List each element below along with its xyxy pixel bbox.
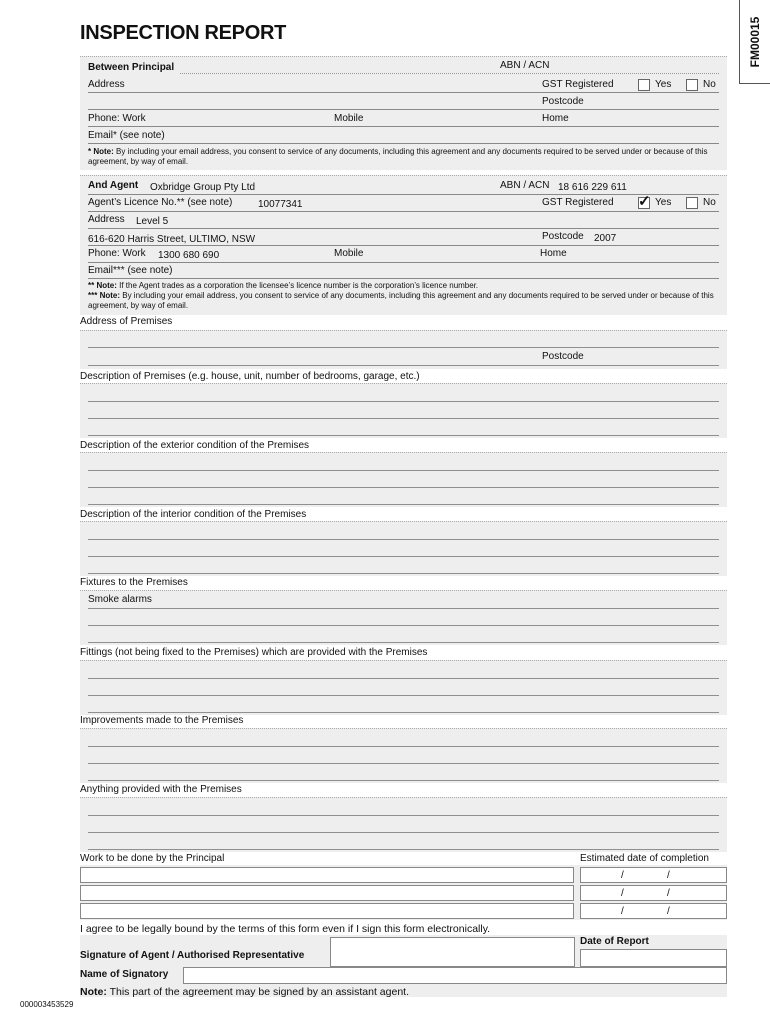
agent-address-label: Address	[88, 214, 125, 225]
agent-email-note	[88, 291, 719, 311]
description-line[interactable]	[88, 435, 719, 436]
agent-email-line[interactable]	[88, 278, 719, 279]
fittings-field[interactable]	[80, 660, 727, 715]
agent-phone-work[interactable]: 1300 680 690	[158, 250, 220, 261]
date-separator: /	[667, 870, 670, 881]
date-separator: /	[667, 888, 670, 899]
work-date-1[interactable]	[580, 867, 727, 883]
work-row-2[interactable]	[80, 885, 574, 901]
description-line[interactable]	[88, 401, 719, 402]
improvements-line[interactable]	[88, 746, 719, 747]
interior-title: Description of the interior condition of the Premises	[80, 509, 307, 520]
signatory-name-field[interactable]	[183, 967, 727, 984]
agent-section	[80, 175, 727, 315]
signature-field[interactable]	[330, 937, 575, 967]
agent-phone-line	[88, 262, 719, 263]
signing-note-text: This part of the agreement may be signed by an assistant agent.	[109, 986, 410, 998]
improvements-title: Improvements made to the Premises	[80, 715, 244, 726]
fittings-line[interactable]	[88, 678, 719, 679]
principal-home-label: Home	[542, 113, 569, 124]
document-id: 000003453529	[20, 1000, 74, 1009]
principal-gst-yes-label: Yes	[655, 79, 672, 90]
principal-address-line[interactable]	[88, 92, 719, 93]
agent-name[interactable]: Oxbridge Group Pty Ltd	[150, 182, 256, 193]
signatory-name-label: Name of Signatory	[80, 969, 169, 980]
agent-email-label: Email*** (see note)	[88, 265, 173, 276]
agent-abn[interactable]: 18 616 229 611	[558, 182, 627, 193]
principal-abn-label: ABN / ACN	[500, 60, 550, 71]
anything-line[interactable]	[88, 832, 719, 833]
premises-address-line-2[interactable]	[88, 365, 719, 366]
work-row-3[interactable]	[80, 903, 574, 919]
signing-note-marker: Note:	[80, 986, 107, 998]
agent-licence-line	[88, 211, 719, 212]
agent-abn-label: ABN / ACN	[500, 180, 550, 191]
premises-postcode-label: Postcode	[542, 351, 584, 362]
principal-mobile-label: Mobile	[334, 113, 364, 124]
form-code: FM00015	[748, 16, 762, 67]
agreement-text: I agree to be legally bound by the terms of this form even if I sign this form electronically.	[80, 923, 491, 935]
agent-phone-work-label: Phone: Work	[88, 248, 146, 259]
agent-gst-no-label: No	[703, 197, 716, 208]
agent-licence-note	[88, 281, 719, 291]
date-separator: /	[621, 906, 624, 917]
agent-note1-text: If the Agent trades as a corporation the licensee’s licence number is the corporation’s licence number.	[119, 281, 479, 290]
principal-address-label: Address	[88, 79, 125, 90]
fittings-line[interactable]	[88, 712, 719, 713]
agent-address-line1[interactable]: Level 5	[136, 216, 169, 227]
exterior-title: Description of the exterior condition of the Premises	[80, 440, 309, 451]
principal-postcode-label: Postcode	[542, 96, 584, 107]
exterior-line[interactable]	[88, 470, 719, 471]
principal-phone-work-label: Phone: Work	[88, 113, 146, 124]
interior-line[interactable]	[88, 539, 719, 540]
principal-section	[80, 56, 727, 170]
work-title: Work to be done by the Principal	[80, 853, 225, 864]
work-date-3[interactable]	[580, 903, 727, 919]
description-field[interactable]	[80, 383, 727, 438]
fixtures-line[interactable]	[88, 625, 719, 626]
interior-field[interactable]	[80, 521, 727, 576]
principal-gst-label: GST Registered	[542, 79, 614, 90]
form-code-tab	[739, 0, 770, 84]
principal-address-line-2[interactable]	[88, 109, 719, 110]
principal-note-marker: * Note:	[88, 147, 114, 156]
principal-phone-line[interactable]	[88, 126, 719, 127]
agent-postcode-label: Postcode	[542, 231, 584, 242]
date-of-report-label: Date of Report	[580, 936, 649, 947]
agent-home-label: Home	[540, 248, 567, 259]
anything-line[interactable]	[88, 849, 719, 850]
principal-email-note	[88, 147, 719, 167]
agent-gst-no-checkbox[interactable]	[686, 197, 698, 209]
agent-address-line	[88, 228, 719, 229]
fixtures-title: Fixtures to the Premises	[80, 577, 188, 588]
improvements-line[interactable]	[88, 763, 719, 764]
principal-note-text: By including your email address, you consent to service of any documents, including this agreement and any documents required to be served under or because of this agreement, by way of email.	[88, 147, 708, 166]
fixtures-line[interactable]	[88, 642, 719, 643]
principal-email-line[interactable]	[88, 143, 719, 144]
date-of-report-field[interactable]	[580, 949, 727, 967]
principal-name-line[interactable]	[180, 73, 719, 74]
page-title: INSPECTION REPORT	[80, 22, 287, 44]
agent-note2-text: By including your email address, you consent to service of any documents, including this agreement and any documents required to be served under or because of this agreement, by way of email.	[88, 291, 714, 310]
exterior-line[interactable]	[88, 487, 719, 488]
signing-note	[80, 986, 409, 998]
agent-postcode[interactable]: 2007	[594, 233, 617, 244]
agent-note2-marker: *** Note:	[88, 291, 121, 300]
principal-email-label: Email* (see note)	[88, 130, 165, 141]
check-icon: ✓	[638, 193, 651, 210]
principal-gst-no-checkbox[interactable]	[686, 79, 698, 91]
anything-title: Anything provided with the Premises	[80, 784, 242, 795]
date-separator: /	[667, 906, 670, 917]
agent-gst-label: GST Registered	[542, 197, 614, 208]
agent-name-line	[88, 194, 719, 195]
fixtures-value[interactable]: Smoke alarms	[88, 594, 152, 605]
anything-field[interactable]	[80, 797, 727, 852]
agent-licence[interactable]: 10077341	[258, 199, 303, 210]
agent-gst-yes-label: Yes	[655, 197, 672, 208]
fittings-line[interactable]	[88, 695, 719, 696]
date-separator: /	[621, 870, 624, 881]
improvements-field[interactable]	[80, 728, 727, 783]
description-line[interactable]	[88, 418, 719, 419]
interior-line[interactable]	[88, 573, 719, 574]
work-date-2[interactable]	[580, 885, 727, 901]
fixtures-line[interactable]	[88, 608, 719, 609]
principal-gst-no-label: No	[703, 79, 716, 90]
improvements-line[interactable]	[88, 780, 719, 781]
agent-note1-marker: ** Note:	[88, 281, 117, 290]
signature-label: Signature of Agent / Authorised Representative	[80, 950, 305, 961]
agent-address-line2[interactable]: 616-620 Harris Street, ULTIMO, NSW	[88, 234, 256, 245]
fixtures-field[interactable]	[80, 590, 727, 645]
agent-heading: And Agent	[88, 180, 139, 191]
description-title: Description of Premises (e.g. house, unit, number of bedrooms, garage, etc.)	[80, 371, 420, 382]
principal-heading: Between Principal	[88, 62, 175, 73]
exterior-line[interactable]	[88, 504, 719, 505]
anything-line[interactable]	[88, 815, 719, 816]
work-date-title: Estimated date of completion	[580, 853, 709, 864]
date-separator: /	[621, 888, 624, 899]
fittings-title: Fittings (not being fixed to the Premises) which are provided with the Premises	[80, 647, 428, 658]
interior-line[interactable]	[88, 556, 719, 557]
principal-gst-yes-checkbox[interactable]	[638, 79, 650, 91]
premises-address-line[interactable]	[88, 347, 719, 348]
work-row-1[interactable]	[80, 867, 574, 883]
premises-address-title: Address of Premises	[80, 316, 173, 327]
agent-address-line-2	[88, 245, 719, 246]
premises-address-field[interactable]	[80, 330, 727, 369]
agent-mobile-label: Mobile	[334, 248, 364, 259]
agent-licence-label: Agent’s Licence No.** (see note)	[88, 197, 233, 208]
exterior-field[interactable]	[80, 452, 727, 507]
